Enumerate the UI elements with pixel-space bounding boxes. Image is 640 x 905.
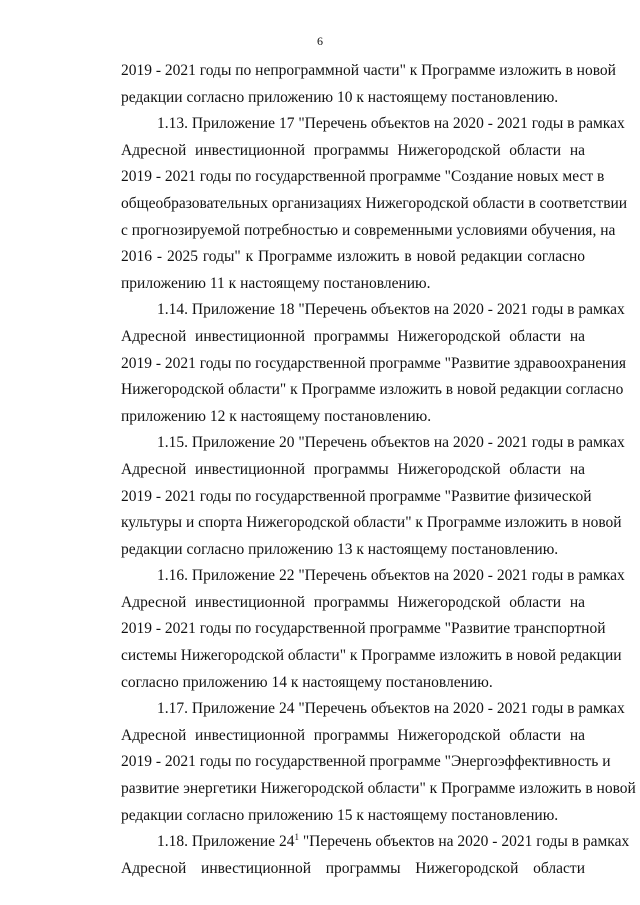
paragraph-1-13 [85, 111, 628, 297]
text-line: 1.17. Приложение 24 "Перечень объектов на 2020 - 2021 годы в рамках [157, 700, 625, 718]
text-line: приложению 11 к настоящему постановлению. [121, 274, 431, 292]
text-line: 1.15. Приложение 20 "Перечень объектов на 2020 - 2021 годы в рамках [157, 434, 625, 452]
text-line: редакции согласно приложению 13 к настоящему постановлению. [121, 540, 559, 558]
paragraph-1-17 [85, 696, 636, 829]
text-line: 2016 - 2025 годы" к Программе изложить в новой редакции согласно [121, 248, 585, 266]
text-line: культуры и спорта Нижегородской области" к Программе изложить в новой [121, 514, 622, 532]
paragraph-lead: 1.18. Приложение 24 [157, 833, 295, 851]
text-line: 1.16. Приложение 22 "Перечень объектов на 2020 - 2021 годы в рамках [157, 567, 625, 585]
text-line: 2019 - 2021 годы по государственной программе "Создание новых мест в [121, 168, 605, 186]
text-line: системы Нижегородской области" к Программе изложить в новой редакции [121, 647, 622, 665]
document-body [85, 58, 636, 882]
text-line: 2019 - 2021 годы по непрограммной части" к Программе изложить в новой [121, 62, 616, 79]
text-line: Адресной инвестиционной программы Нижегородской области [121, 859, 585, 877]
text-line: 2019 - 2021 годы по государственной программе "Развитие транспортной [121, 620, 606, 638]
text-line: с прогнозируемой потребностью и современными условиями обучения, на [121, 221, 616, 239]
text-line: приложению 12 к настоящему постановлению. [121, 407, 432, 425]
text-line: Адресной инвестиционной программы Нижегородской области на [121, 460, 585, 478]
text-line: Адресной инвестиционной программы Нижегородской области на [121, 327, 585, 345]
text-line: 1.13. Приложение 17 "Перечень объектов на 2020 - 2021 годы в рамках [157, 115, 625, 133]
text-line: 2019 - 2021 годы по государственной программе "Развитие физической [121, 487, 592, 505]
text-line: Нижегородской области" к Программе изложить в новой редакции согласно [121, 381, 624, 399]
text-line: редакции согласно приложению 15 к настоящему постановлению. [121, 806, 559, 824]
paragraph-rest: "Перечень объектов на 2020 - 2021 годы в рамках [298, 833, 630, 851]
text-line: Адресной инвестиционной программы Нижегородской области на [121, 726, 585, 744]
superscript-mark: 1 [294, 832, 299, 843]
text-line: Адресной инвестиционной программы Нижегородской области на [121, 593, 585, 611]
text-line: общеобразовательных организациях Нижегородской области в соответствии [121, 194, 628, 212]
text-line: 2019 - 2021 годы по государственной программе "Энергоэффективность и [121, 753, 611, 771]
text-line: редакции согласно приложению 10 к настоящему постановлению. [121, 88, 559, 106]
paragraph-1-12-continuation [85, 58, 616, 111]
paragraph-1-18 [85, 829, 630, 882]
paragraph-1-14 [85, 297, 626, 430]
text-line [85, 829, 630, 856]
paragraph-1-15 [85, 430, 625, 563]
text-line: развитие энергетики Нижегородской области" к Программе изложить в новой [121, 780, 636, 798]
text-line: 2019 - 2021 годы по государственной программе "Развитие здравоохранения [121, 354, 626, 372]
page-number: 6 [317, 34, 323, 48]
text-line: Адресной инвестиционной программы Нижегородской области на [121, 141, 585, 159]
text-line: согласно приложению 14 к настоящему постановлению. [121, 673, 493, 691]
text-line: 1.14. Приложение 18 "Перечень объектов на 2020 - 2021 годы в рамках [157, 301, 625, 319]
paragraph-1-16 [85, 563, 625, 696]
